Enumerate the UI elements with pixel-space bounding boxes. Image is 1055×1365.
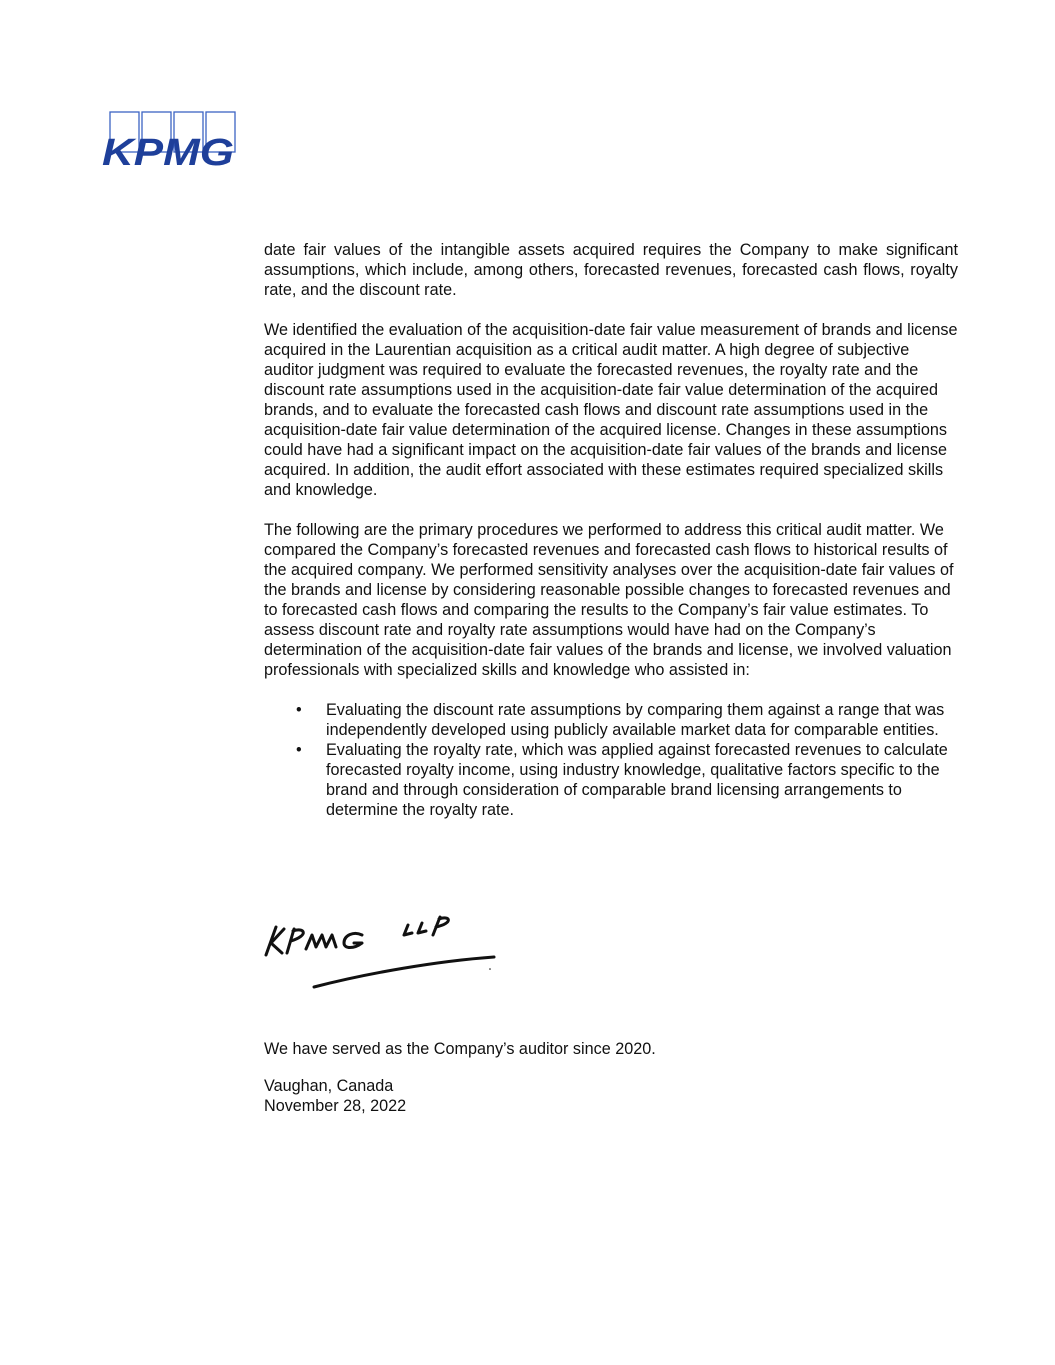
paragraph-fair-values: date fair values of the intangible assets acquired requires the Company to make significant assumptions, which include, among others, forecasted revenues, forecasted cash flows, royalty rate, and the discount rate. <box>264 241 958 299</box>
kpmg-logo <box>102 110 240 168</box>
location: Vaughan, Canada <box>264 1077 394 1095</box>
signature <box>258 905 503 1000</box>
paragraph-critical-audit-matter: We identified the evaluation of the acquisition-date fair value measurement of brands and license acquired in the Laurentian acquisition as a critical audit matter. A high degree of subjective auditor judgment was required to evaluate the forecasted revenues, the royalty rate and the discount rate assumptions used in the acquisition-date fair value determination of the acquired brands, and to evaluate the forecasted cash flows and discount rate assumptions used in the acquisition-date fair value determination of the acquired license. Changes in these assumptions could have had a significant impact on the acquisition-date fair values of the brands and license acquired. In addition, the audit effort associated with these estimates required specialized skills and knowledge. <box>264 321 958 499</box>
list-item <box>264 700 958 740</box>
bullet-icon: • <box>296 701 302 719</box>
report-footer <box>264 1039 656 1116</box>
logo-text: KPMG <box>102 132 234 168</box>
paragraph-procedures: The following are the primary procedures we performed to address this critical audit matter. We compared the Company’s forecasted revenues and forecasted cash flows to historical results of the acquired company. We performed sensitivity analyses over the acquisition-date fair values of the brands and license by considering reasonable possible changes to forecasted revenues and to forecasted cash flows and comparing the results to the Company’s fair value estimates. To assess discount rate and royalty rate assumptions would have had on the Company’s determination of the acquisition-date fair values of the brands and license, we involved valuation professionals with specialized skills and knowledge who assisted in: <box>264 521 954 679</box>
report-date: November 28, 2022 <box>264 1097 407 1115</box>
auditor-since: We have served as the Company’s auditor since 2020. <box>264 1040 656 1058</box>
list-item <box>264 740 958 820</box>
list-item-text: Evaluating the discount rate assumptions by comparing them against a range that was independently developed using publicly available market data for comparable entities. <box>326 701 945 739</box>
bullet-icon: • <box>296 741 302 759</box>
report-body <box>264 240 958 820</box>
list-item-text: Evaluating the royalty rate, which was applied against forecasted revenues to calculate forecasted royalty income, using industry knowledge, qualitative factors specific to the brand and through consideration of comparable brand licensing arrangements to determine the royalty rate. <box>326 741 948 819</box>
procedures-list <box>264 700 958 820</box>
